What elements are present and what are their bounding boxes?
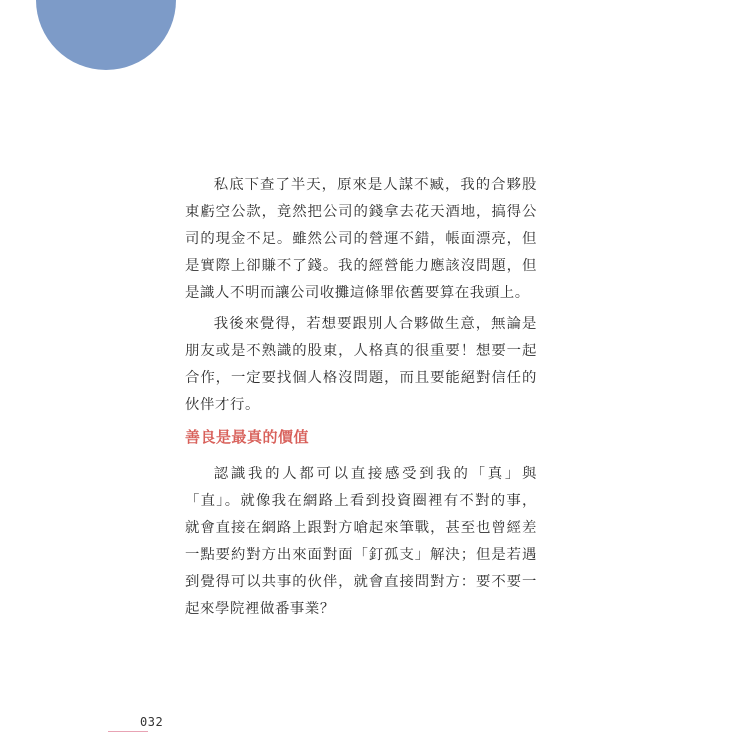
- body-paragraph-2: 我後來覺得，若想要跟別人合夥做生意，無論是朋友或是不熟識的股東，人格真的很重要！想要一起合作，一定要找個人格沒問題，而且要能絕對信任的伙伴才行。: [185, 316, 537, 413]
- corner-decoration-circle: [36, 0, 176, 70]
- section-heading: 善良是最真的價值: [185, 428, 310, 446]
- body-paragraph-3: 認識我的人都可以直接感受到我的「真」與「直」。就像我在網路上看到投資圈裡有不對的事，就會直接在網路上跟對方嗆起來筆戰，甚至也曾經差一點要約對方出來面對面「釘孤支」解決；但是若遇到覺得可以共事的伙伴，就會直接問對方：要不要一起來學院裡做番事業？: [185, 466, 537, 617]
- body-paragraph-1: 私底下查了半天，原來是人謀不臧，我的合夥股東虧空公款，竟然把公司的錢拿去花天酒地，搞得公司的現金不足。雖然公司的營運不錯，帳面漂亮，但是實際上卻賺不了錢。我的經營能力應該沒問題，但是識人不明而讓公司收攤這條罪依舊要算在我頭上。: [185, 177, 537, 301]
- page-number: 032: [140, 715, 164, 729]
- page-number-underline: [108, 731, 148, 732]
